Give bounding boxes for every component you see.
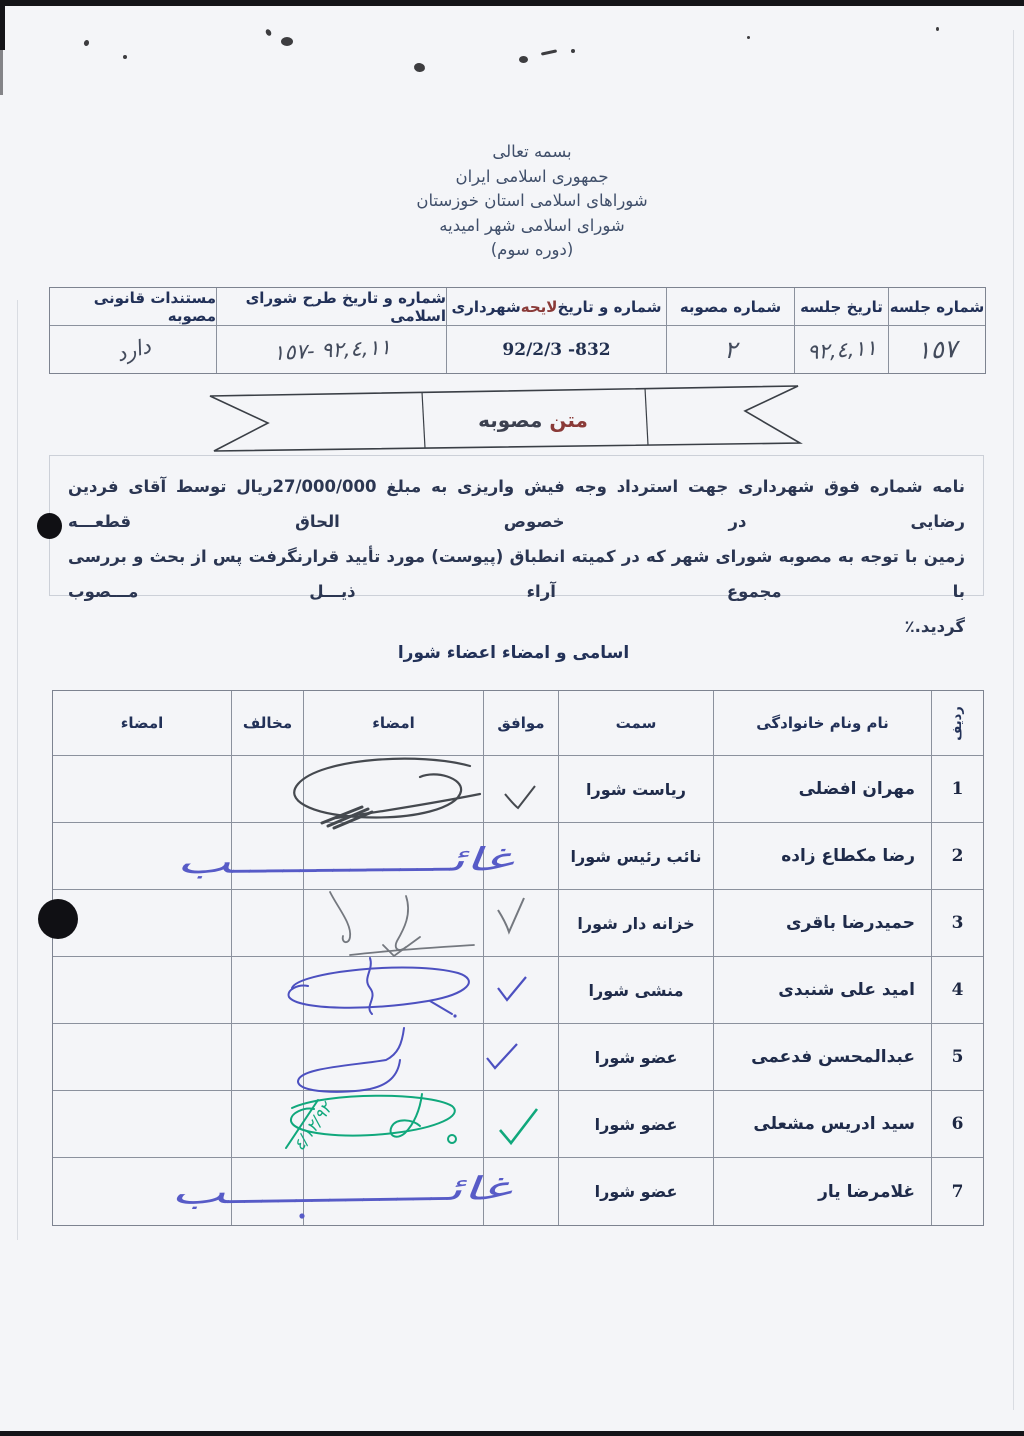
member-name: امید علی شنبدی [713,957,931,1024]
member-row-number: 2 [931,823,983,890]
member-name: حمیدرضا باقری [713,890,931,957]
scan-edge-bottom [0,1431,1024,1436]
banner-title [418,399,648,441]
punch-hole-mark [38,899,78,939]
ink-speck [83,39,90,46]
col-header-bill-number-date: شماره و تاریخ لایحه شهرداری [446,288,666,326]
ink-speck [281,37,293,46]
member-row-number: 6 [931,1091,983,1158]
paper-fold-line-left [17,300,18,1240]
member-row-number: 4 [931,957,983,1024]
value-plan-number-date: ٩٢,٤,١١ -١٥٧ [216,326,446,373]
ink-speck [519,56,528,63]
member-name: مهران افضلی [713,756,931,823]
signature-cell-row3 [303,890,483,957]
value-session-number: ١٥٧ [888,326,985,373]
oppose-cell-row7 [231,1158,303,1225]
value-legal-docs: دارد [113,333,153,366]
col-header-resolution-number: شماره مصوبه [666,288,794,326]
header-line-country: جمهوری اسلامی ایران [455,166,609,186]
banner-title-word2: مصوبه [478,408,543,432]
signature-cell-row5 [303,1024,483,1091]
col-header-oppose: مخالف [231,691,303,756]
absent-annotation-row2: غائـــــــــــــب [175,840,513,882]
ink-speck [413,62,425,73]
signature-row6-date: ٤/١٢/٩٢ [289,1099,336,1155]
col-header-plan-number-date: شماره و تاریخ طرح شورای اسلامی [216,288,446,326]
agree-cell-row1 [483,756,558,823]
agree-cell-row5 [483,1024,558,1091]
col-header-agree: موافق [483,691,558,756]
agree-cell-row2 [483,823,558,890]
resolution-line-3: گردید.٪ [904,617,965,636]
signature2-cell-row2 [53,823,231,890]
ink-speck [936,27,939,31]
member-row-number: 7 [931,1158,983,1225]
members-signature-table [52,690,984,1226]
col-header-signature-2: امضاء [53,691,231,756]
ink-speck [123,55,127,59]
col-header-row-number: ردیف [931,691,983,756]
col-header-position: سمت [558,691,713,756]
resolution-text-box [49,455,984,636]
absent-annotation-row7: غائـــــــــــــب [169,1169,511,1212]
member-position: ریاست شورا [558,756,713,823]
agree-cell-row4 [483,957,558,1024]
members-section-title: اسامی و امضاء اعضاء شورا [397,643,630,663]
member-name: غلامرضا یار [713,1158,931,1225]
member-position: عضو شورا [558,1158,713,1225]
member-name: سید ادریس مشعلی [713,1091,931,1158]
header-line-basmala: بسمه تعالی [492,142,572,161]
signature2-cell-row5 [53,1024,231,1091]
col-header-session-number: شماره جلسه [888,288,985,326]
oppose-cell-row4 [231,957,303,1024]
signature2-cell-row3 [53,890,231,957]
value-resolution-number: ٢ [666,326,794,373]
resolution-line-2: زمین با توجه به مصوبه شورای شهر که در کمیته انطباق (پیوست) مورد تأیید قرارنگرفت پس از بحث و بررسی با مجموع آراء ذیـــل مـــصوب [68,547,965,601]
agree-cell-row6 [483,1091,558,1158]
ink-speck [747,36,750,39]
member-row-number: 1 [931,756,983,823]
signature-cell-row7 [303,1158,483,1225]
ink-speck [265,28,273,37]
member-position: عضو شورا [558,1091,713,1158]
signature-cell-row4 [303,957,483,1024]
oppose-cell-row2 [231,823,303,890]
scan-edge-left-fade [0,50,3,95]
oppose-cell-row3 [231,890,303,957]
member-name: عبدالمحسن فدعمی [713,1024,931,1091]
col-header-signature: امضاء [303,691,483,756]
banner-title-word1: متن [549,408,588,432]
col-header-session-date: تاریخ جلسه [794,288,888,326]
signature2-cell-row6 [53,1091,231,1158]
oppose-cell-row1 [231,756,303,823]
resolution-info-table [49,287,986,374]
member-row-number: 3 [931,890,983,957]
member-position: نائب رئیس شورا [558,823,713,890]
agree-cell-row3 [483,890,558,957]
member-position: خزانه دار شورا [558,890,713,957]
ink-speck [541,49,557,55]
signature-cell-row6 [303,1091,483,1158]
scan-edge-top [0,0,1024,6]
value-session-date: ٩٢,٤,١١ [794,326,888,373]
signature-cell-row2 [303,823,483,890]
resolution-line-1: نامه شماره فوق شهرداری جهت استرداد وجه فیش واریزی به مبلغ 27/000/000ریال توسط آقای فردین رضایی در خصوص الحاق قطعـــه [68,477,966,531]
signature2-cell-row7 [53,1158,231,1225]
document-header [242,140,822,263]
scan-edge-left [0,0,5,50]
ink-blob-paragraph [37,513,62,539]
col-header-legal-docs: مستندات قانونی مصوبه [50,288,216,326]
header-line-term: (دوره سوم) [490,240,574,259]
header-line-province-councils: شوراهای اسلامی استان خوزستان [416,191,648,210]
oppose-cell-row5 [231,1024,303,1091]
member-position: عضو شورا [558,1024,713,1091]
header-line-city-council: شورای اسلامی شهر امیدیه [439,215,625,235]
signature2-cell-row1 [53,756,231,823]
agree-cell-row7 [483,1158,558,1225]
member-name: رضا مکطاع زاده [713,823,931,890]
signature2-cell-row4 [53,957,231,1024]
value-bill-number-date: 92/2/3 -832 [446,326,666,373]
member-position: منشی شورا [558,957,713,1024]
signature-cell-row1 [303,756,483,823]
col-header-full-name: نام ونام خانوادگی [713,691,931,756]
ink-speck [571,49,575,53]
member-row-number: 5 [931,1024,983,1091]
paper-fold-line-right [1013,30,1014,1410]
oppose-cell-row6 [231,1091,303,1158]
